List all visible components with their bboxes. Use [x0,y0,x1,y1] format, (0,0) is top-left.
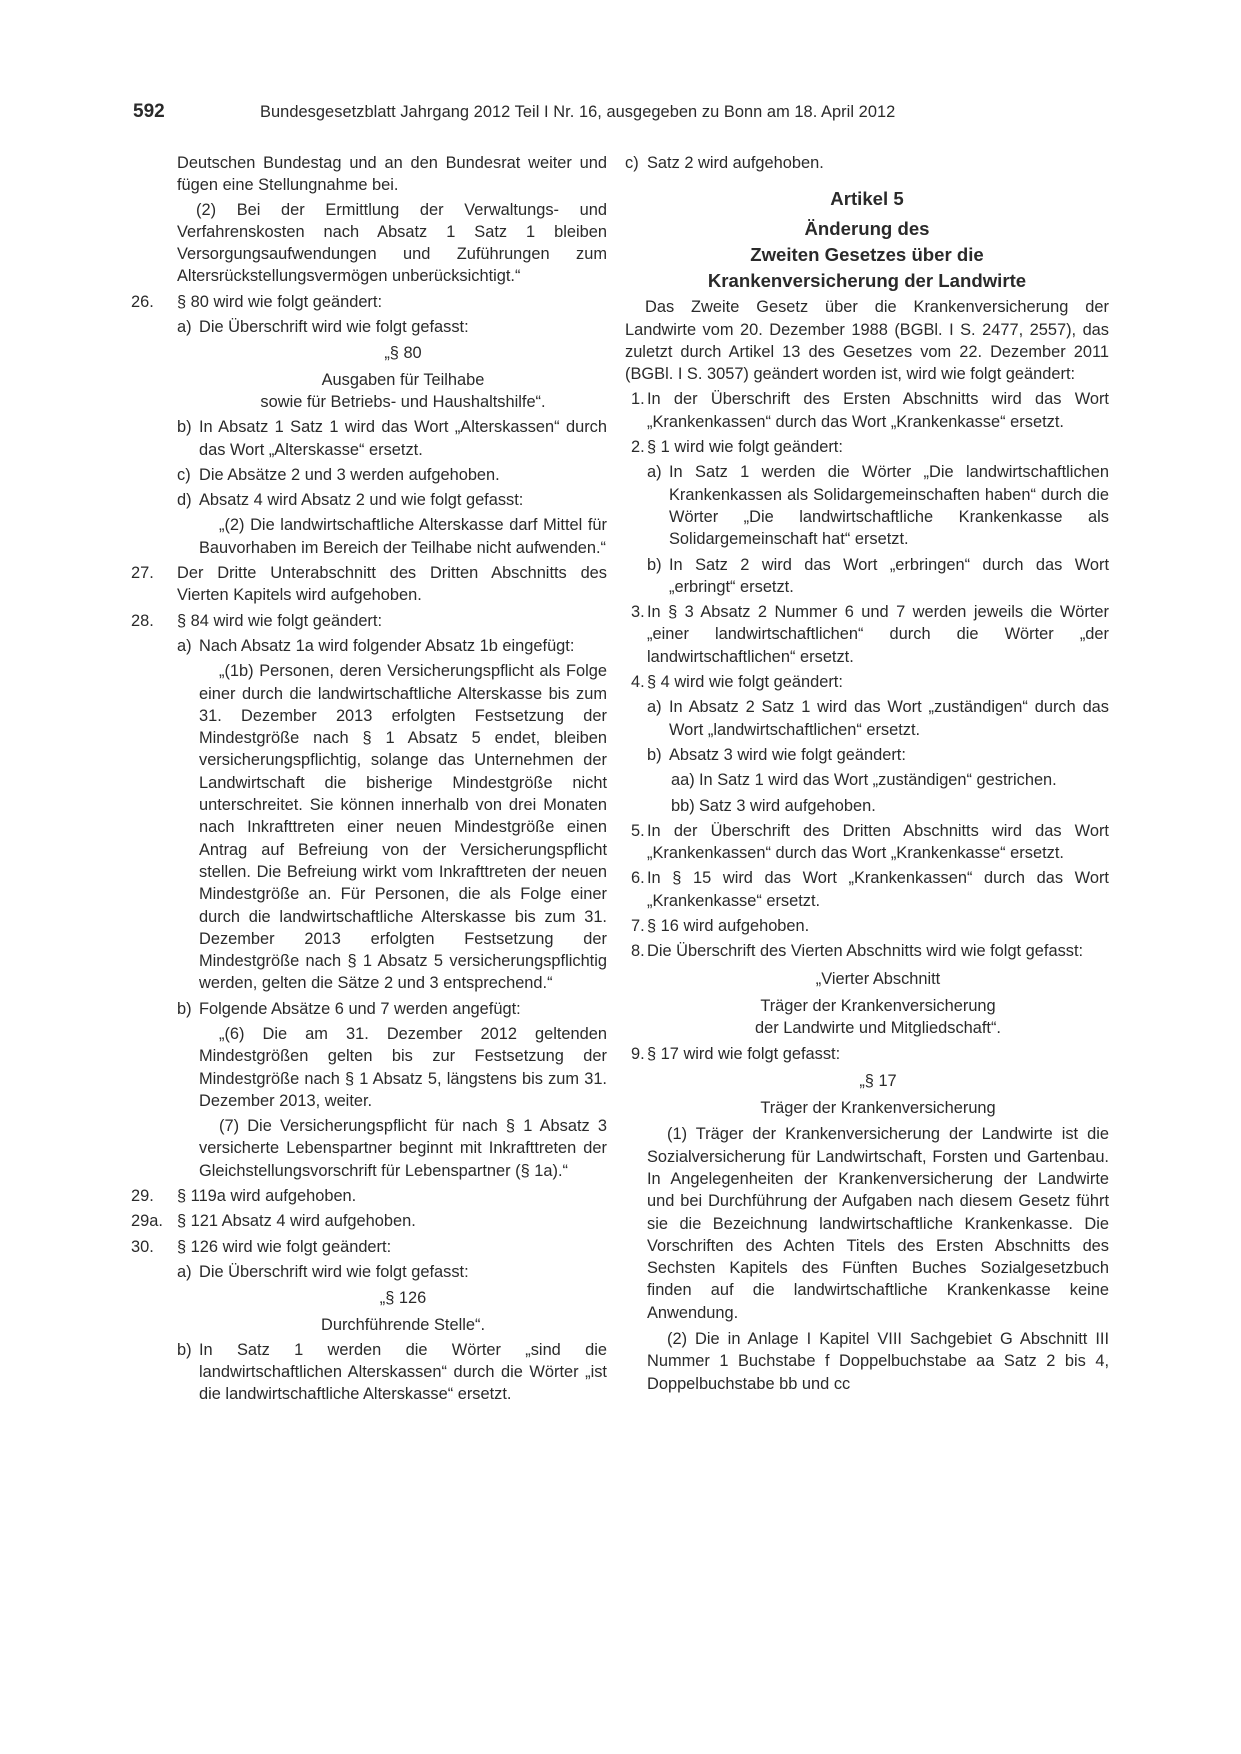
item-label: c) [625,154,639,172]
item-text: Folgende Absätze 6 und 7 werden angefügt: [199,999,521,1018]
list-item-5 [625,820,1109,865]
list-item-26 [131,291,607,313]
item-label: b) [177,999,192,1018]
item-label: d) [177,491,192,510]
item-text: In der Überschrift des Dritten Abschnitts wird das Wort „Krankenkassen“ durch das Wort „Krankenkasse“ ersetzt. [647,821,1109,863]
item-text: § 80 wird wie folgt geändert: [177,292,383,311]
item-number: 8. [631,942,645,961]
list-item-7 [625,915,1109,937]
section-title: Ausgaben für Teilhabe [321,370,485,389]
list-item-3 [625,601,1109,668]
item-number: 7. [631,917,645,936]
list-item-29 [131,1185,607,1207]
item-label: a) [647,463,662,482]
quoted-heading: Träger der Krankenversicherung [760,996,996,1015]
list-item-28a [131,635,607,657]
section-title: sowie für Betriebs- und Haushaltshilfe“. [260,392,546,411]
list-item-29a [131,1210,607,1232]
list-item-26c [131,464,607,486]
item-text: § 126 wird wie folgt geändert: [177,1237,392,1256]
paragraph-2: (2) Bei der Ermittlung der Verwaltungs- und Verfahrenskosten nach Absatz 1 Satz 1 bleiben Versorgungsaufwendungen und Zuführungen zum Altersrückstellungsvermögen unberücksichtigt.“ [177,200,607,286]
item-text: Der Dritte Unterabschnitt des Dritten Abschnitts des Vierten Kapitels wird aufgehoben. [177,564,607,605]
item-label: a) [177,1262,192,1281]
item-text: § 17 wird wie folgt gefasst: [647,1044,841,1063]
list-item-2b [625,554,1109,599]
item-text: § 121 Absatz 4 wird aufgehoben. [177,1212,416,1231]
list-item-4b-bb [625,795,1109,817]
item-text: Die Absätze 2 und 3 werden aufgehoben. [199,465,500,484]
item-number: 28. [131,611,154,630]
item-number: 3. [631,603,645,622]
item-text: In Absatz 1 Satz 1 wird das Wort „Alterskassen“ durch das Wort „Alterskasse“ ersetzt. [199,418,607,459]
section-number: „§ 126 [379,1289,427,1308]
quoted-paragraph: (2) Die in Anlage I Kapitel VIII Sachgebiet G Abschnitt III Nummer 1 Buchstabe f Doppelbuchstabe aa Satz 2 bis 4, Doppelbuchstabe bb und cc [647,1330,1109,1393]
item-text: Die Überschrift wird wie folgt gefasst: [199,1262,469,1281]
item-number: 30. [131,1237,154,1256]
item-number: 6. [631,869,645,888]
item-text: In Satz 1 werden die Wörter „sind die landwirtschaftlichen Alterskassen“ durch die Wörter „ist die landwirtschaftliche Alterskasse“ ersetzt. [199,1340,607,1404]
item-label: a) [177,636,192,655]
item-label: a) [647,698,662,717]
item-label: b) [647,745,662,764]
list-item-27 [131,562,607,607]
list-item-26a [131,316,607,338]
item-text: Satz 3 wird aufgehoben. [699,796,876,815]
quoted-heading: der Landwirte und Mitgliedschaft“. [755,1019,1001,1038]
article-title: Zweiten Gesetzes über die [750,244,984,266]
item-text: Absatz 3 wird wie folgt geändert: [669,745,906,764]
list-item-4 [625,671,1109,693]
list-item-6 [625,867,1109,912]
paragraph-continuation: Deutschen Bundestag und an den Bundesrat weiter und fügen eine Stellungnahme bei. [177,154,607,195]
item-number: 26. [131,292,154,311]
list-item-26d [131,489,607,511]
item-text: In § 15 wird das Wort „Krankenkassen“ durch das Wort „Krankenkasse“ ersetzt. [647,869,1109,910]
item-text: § 1 wird wie folgt geändert: [647,438,843,457]
item-label: a) [177,318,192,337]
item-text: Absatz 4 wird Absatz 2 und wie folgt gefasst: [199,491,524,510]
item-number: 29. [131,1187,154,1206]
list-item-30 [131,1236,607,1258]
item-number: 9. [631,1044,645,1063]
item-text: In Satz 2 wird das Wort „erbringen“ durch das Wort „erbringt“ ersetzt. [669,555,1109,596]
item-label: aa) [671,771,695,790]
item-text: Nach Absatz 1a wird folgender Absatz 1b eingefügt: [199,636,575,655]
article-heading: Artikel 5 [830,188,904,210]
page-number: 592 [133,101,165,122]
item-text: In Satz 1 wird das Wort „zuständigen“ gestrichen. [699,771,1057,790]
list-item-9 [625,1043,1109,1065]
quoted-paragraph: „(1b) Personen, deren Versicherungspflicht als Folge einer durch die landwirtschaftliche Alterskasse bis zum 31. Dezember 2013 erfolgten Festsetzung der Mindestgröße nach § 1 Absatz 5 endet, bleiben versicherungspflichtig, solange das Unternehmen der Landwirtschaft die bisherige Mindestgröße nicht unterschreitet. Sie können innerhalb von drei Monaten nach Inkrafttreten einer neuen Mindestgröße einen Antrag auf Befreiung von der Versicherungspflicht stellen. Die Befreiung wirkt vom Inkrafttreten der neuen Mindestgröße an. Für Personen, die als Folge einer durch die landwirtschaftliche Alterskasse bis zum 31. Dezember 2013 erfolgten Festsetzung der Mindestgröße nach § 1 Absatz 5 versicherungspflichtig werden, gelten die Sätze 2 und 3 entsprechend.“ [199,662,607,993]
running-header: Bundesgesetzblatt Jahrgang 2012 Teil I Nr. 16, ausgegeben zu Bonn am 18. April 2012 [260,103,896,121]
quoted-paragraph: (7) Die Versicherungspflicht für nach § 1 Absatz 3 versicherte Lebenspartner beginnt mit Inkrafttreten der Gleichstellungsvorschrift für Lebenspartner (§ 1a).“ [199,1117,607,1180]
article-title: Krankenversicherung der Landwirte [707,270,1027,292]
section-title: Träger der Krankenversicherung [760,1099,996,1118]
item-text: In Satz 1 werden die Wörter „Die landwirtschaftlichen Krankenkassen als Solidargemeinschaften haben“ durch die Wörter „Die landwirtschaftliche Krankenkasse als Solidargemeinschaft hat“ ersetzt. [669,463,1109,549]
item-text: § 4 wird wie folgt geändert: [647,673,843,692]
list-item-2a [625,461,1109,550]
section-title: Durchführende Stelle“. [321,1315,485,1334]
list-item-4a [625,696,1109,741]
article-intro: Das Zweite Gesetz über die Krankenversicherung der Landwirte vom 20. Dezember 1988 (BGBl. I S. 2477, 2557), das zuletzt durch Artikel 13 des Gesetzes vom 22. Dezember 2011 (BGBl. I S. 3057) geändert worden ist, wird wie folgt geändert: [625,298,1109,384]
list-item-1 [625,388,1109,433]
article-title: Änderung des [804,218,930,240]
list-item-28 [131,610,607,632]
item-text: In der Überschrift des Ersten Abschnitts wird das Wort „Krankenkassen“ durch das Wort „Krankenkasse“ ersetzt. [647,390,1109,431]
item-text: § 119a wird aufgehoben. [177,1187,357,1206]
item-number: 29a. [131,1212,163,1231]
item-label: c) [177,465,191,484]
item-text: Die Überschrift wird wie folgt gefasst: [199,318,469,337]
item-text: Die Überschrift des Vierten Abschnitts wird wie folgt gefasst: [647,942,1084,961]
item-label: bb) [671,796,695,815]
item-label: b) [647,555,662,574]
item-number: 5. [631,821,645,840]
quoted-heading: „Vierter Abschnitt [815,969,941,988]
item-label: b) [177,1340,192,1359]
list-item-4b-aa [625,769,1109,791]
list-item-2 [625,436,1109,458]
quoted-paragraph: (1) Träger der Krankenversicherung der Landwirte ist die Sozialversicherung für Landwirtschaft, Forsten und Gartenbau. In Angelegenheiten der Krankenversicherung der Landwirte und bei Durchführung der Aufgaben nach diesem Gesetz führt sie die Bezeichnung landwirtschaftliche Krankenkasse. Die Vorschriften des Achten Titels des Ersten Abschnitts des Sechsten Kapitels des Fünften Buches Sozialgesetzbuch finden auf die landwirtschaftliche Krankenkasse keine Anwendung. [647,1125,1109,1322]
item-text: Satz 2 wird aufgehoben. [647,154,824,172]
item-number: 4. [631,673,645,692]
item-label: b) [177,418,192,437]
item-text: § 84 wird wie folgt geändert: [177,611,383,630]
item-text: § 16 wird aufgehoben. [647,917,810,936]
list-item-4b [625,744,1109,766]
left-column [131,152,607,1406]
item-number: 2. [631,438,645,457]
list-item-8 [625,940,1109,962]
quoted-paragraph: „(2) Die landwirtschaftliche Alterskasse darf Mittel für Bauvorhaben im Bereich der Teilhabe nicht aufwenden.“ [199,516,607,557]
section-number: „§ 17 [859,1071,897,1090]
section-number: „§ 80 [384,344,422,363]
item-number: 1. [631,390,645,409]
list-item-26b [131,416,607,461]
right-column [625,152,1109,1395]
list-item-28b [131,998,607,1020]
list-item-30b [131,1339,607,1406]
item-text: In Absatz 2 Satz 1 wird das Wort „zuständigen“ durch das Wort „landwirtschaftlichen“ ersetzt. [669,698,1109,739]
list-item-c [625,152,1109,174]
list-item-30a [131,1261,607,1283]
item-number: 27. [131,564,154,583]
item-text: In § 3 Absatz 2 Nummer 6 und 7 werden jeweils die Wörter „einer landwirtschaftlichen“ durch die Wörter „der landwirtschaftlichen“ ersetzt. [647,603,1109,666]
quoted-paragraph: „(6) Die am 31. Dezember 2012 geltenden Mindestgrößen gelten bis zur Festsetzung der Mindestgröße nach § 1 Absatz 5, längstens bis zum 31. Dezember 2013, weiter. [199,1024,607,1110]
